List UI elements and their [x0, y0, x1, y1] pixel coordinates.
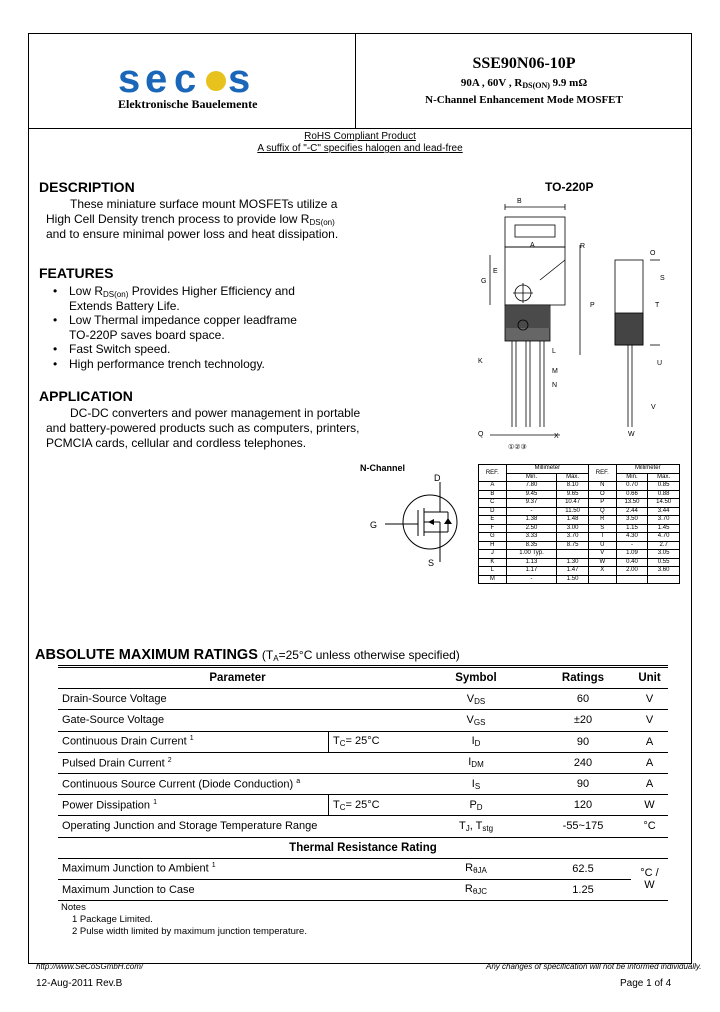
- notes-title: Notes: [61, 902, 86, 913]
- dim-cell: F: [479, 524, 507, 533]
- dim-subheader: Max.: [648, 473, 680, 482]
- dim-row: [479, 558, 680, 567]
- dim-cell: 0.85: [648, 482, 680, 491]
- dim-subheader: Min.: [506, 473, 557, 482]
- dim-cell: -: [616, 541, 648, 550]
- svg-text:s: s: [118, 62, 142, 96]
- svg-text:T: T: [655, 302, 660, 309]
- dim-cell: 0.55: [648, 558, 680, 567]
- dim-cell: 1.17: [506, 567, 557, 576]
- condition-cell: [329, 816, 418, 837]
- rating-cell: 90: [535, 731, 631, 752]
- dim-cell: A: [479, 482, 507, 491]
- dim-row: [479, 550, 680, 559]
- symbol-cell: $R_{\theta JA}$: [417, 858, 535, 879]
- condition-cell: [329, 710, 418, 731]
- rohs-line-2: A suffix of "-C" specifies halogen and lead-free: [257, 143, 463, 154]
- svg-text:O: O: [650, 250, 656, 257]
- svg-text:c: c: [174, 62, 198, 96]
- header-divider: [28, 128, 692, 129]
- dim-cell: 3.05: [648, 550, 680, 559]
- param-cell: Pulsed Drain Current $^2$: [58, 752, 329, 773]
- col-symbol-header: Symbol: [417, 668, 535, 689]
- dim-cell: 1.13: [506, 558, 557, 567]
- dim-cell: 1.00 Typ.: [506, 550, 557, 559]
- dim-ref-header: REF.: [588, 465, 616, 482]
- dim-cell-empty: [616, 575, 648, 584]
- dim-row: [479, 575, 680, 584]
- description-line-1: These miniature surface mount MOSFETs utilize a: [70, 197, 338, 211]
- dim-cell: 3.50: [616, 516, 648, 525]
- dim-cell: 4.30: [616, 533, 648, 542]
- dim-cell: 1.15: [616, 524, 648, 533]
- param-cell: Continuous Drain Current $^1$: [58, 731, 329, 752]
- thermal-heading: Thermal Resistance Rating: [58, 837, 668, 858]
- param-cell: Gate-Source Voltage: [58, 710, 329, 731]
- dim-subheader: Min.: [616, 473, 648, 482]
- rating-cell: -55~175: [535, 816, 631, 837]
- svg-text:K: K: [478, 358, 483, 365]
- col-ratings-header: Ratings: [535, 668, 631, 689]
- svg-text:A: A: [530, 242, 535, 249]
- thermal-heading-row: [58, 837, 668, 858]
- description-line-2: High Cell Density trench process to provide low $R_{DS(on)}$: [46, 212, 335, 227]
- dim-header-row: [479, 473, 680, 482]
- dim-row: [479, 524, 680, 533]
- dim-cell: 3.44: [648, 507, 680, 516]
- svg-text:s: s: [228, 62, 252, 96]
- dim-cell: G: [479, 533, 507, 542]
- part-number: SSE90N06-10P: [472, 55, 576, 72]
- dim-cell: 9.37: [506, 499, 557, 508]
- dim-cell: 3.60: [648, 567, 680, 576]
- rating-cell: 240: [535, 752, 631, 773]
- svg-text:E: E: [493, 268, 498, 275]
- dim-cell: 3.70: [648, 516, 680, 525]
- svg-text:S: S: [660, 275, 665, 282]
- dim-ref-header: REF.: [479, 465, 507, 482]
- feature-item: • Low Thermal impedance copper leadframe: [53, 313, 297, 327]
- dim-cell: P: [588, 499, 616, 508]
- amr-row: [58, 795, 668, 816]
- dim-cell: [557, 550, 589, 559]
- dim-row: [479, 567, 680, 576]
- mosfet-symbol-icon: [370, 472, 460, 572]
- secos-logo-icon: [118, 62, 268, 96]
- dim-cell: V: [588, 550, 616, 559]
- rating-cell: 62.5: [535, 858, 631, 879]
- svg-text:L: L: [552, 348, 556, 355]
- amr-top-rule: [58, 665, 668, 666]
- bottom-rule: [58, 901, 668, 903]
- svg-text:①②③: ①②③: [508, 444, 527, 451]
- dim-cell: 0.66: [616, 490, 648, 499]
- dim-cell: M: [479, 575, 507, 584]
- dim-mm-header: Millimeter: [506, 465, 588, 474]
- dim-cell: 2.00: [616, 567, 648, 576]
- dim-cell: L: [479, 567, 507, 576]
- amr-header-row: [58, 668, 668, 689]
- amr-row: [58, 710, 668, 731]
- dim-cell: 4.70: [648, 533, 680, 542]
- dim-mm-header: Millimeter: [616, 465, 679, 474]
- dim-row: [479, 482, 680, 491]
- dim-cell: 0.88: [648, 490, 680, 499]
- dim-cell: 2.44: [616, 507, 648, 516]
- symbol-cell: $R_{\theta JC}$: [417, 879, 535, 900]
- unit-cell: V: [631, 689, 668, 710]
- dim-cell: R: [588, 516, 616, 525]
- symbol-cell: $V_{DS}$: [417, 689, 535, 710]
- col-param-header: Parameter: [58, 668, 417, 689]
- dim-cell: 9.65: [557, 490, 589, 499]
- svg-text:P: P: [590, 302, 595, 309]
- condition-cell: [329, 689, 418, 710]
- symbol-cell: $I_S$: [417, 773, 535, 794]
- svg-text:U: U: [657, 360, 663, 367]
- amr-row: [58, 689, 668, 710]
- symbol-cell: $P_D$: [417, 795, 535, 816]
- dim-cell: O: [588, 490, 616, 499]
- dim-cell: 0.70: [616, 482, 648, 491]
- feature-item: • Low $R_{DS(on)}$ Provides Higher Efficiency and: [53, 284, 295, 299]
- dim-cell: 2.50: [506, 524, 557, 533]
- dim-cell: 1.48: [557, 516, 589, 525]
- param-cell: Drain-Source Voltage: [58, 689, 329, 710]
- dim-cell-empty: [588, 575, 616, 584]
- dim-cell: N: [588, 482, 616, 491]
- dim-row: [479, 541, 680, 550]
- svg-text:G: G: [370, 520, 378, 530]
- dim-cell: T: [588, 533, 616, 542]
- dim-cell: 14.50: [648, 499, 680, 508]
- svg-text:S: S: [428, 558, 435, 568]
- param-cell: Maximum Junction to Ambient $^1$: [58, 858, 417, 879]
- amr-bottom-rule: [58, 901, 668, 903]
- note-2: 2 Pulse width limited by maximum junction temperature.: [72, 926, 307, 937]
- dim-row: [479, 533, 680, 542]
- dim-cell-empty: [648, 575, 680, 584]
- footer-disclaimer: Any changes of specification will not be informed individually.: [486, 962, 702, 971]
- param-cell: Maximum Junction to Case: [58, 879, 417, 900]
- unit-cell: W: [631, 795, 668, 816]
- dim-row: [479, 507, 680, 516]
- footer-page: Page 1 of 4: [620, 978, 672, 989]
- feature-item-cont: Extends Battery Life.: [69, 299, 180, 313]
- svg-text:V: V: [651, 404, 656, 411]
- dim-cell: W: [588, 558, 616, 567]
- spec-line-2: N-Channel Enhancement Mode MOSFET: [425, 94, 623, 106]
- unit-cell: A: [631, 773, 668, 794]
- param-cell: Continuous Source Current (Diode Conduction) $^a$: [58, 773, 329, 794]
- dim-cell: 1.50: [557, 575, 589, 584]
- unit-cell: A: [631, 752, 668, 773]
- condition-cell: [329, 773, 418, 794]
- symbol-cell: $I_D$: [417, 731, 535, 752]
- company-logo: [118, 62, 268, 102]
- dim-cell: S: [588, 524, 616, 533]
- symbol-cell: $I_{DM}$: [417, 752, 535, 773]
- dim-cell: 3.70: [557, 533, 589, 542]
- application-line-2: and battery-powered products such as computers, printers,: [46, 421, 360, 435]
- symbol-cell: $T_J$, $T_{stg}$: [417, 816, 535, 837]
- amr-title-row: ABSOLUTE MAXIMUM RATINGS ($T_A=25^\circ C$ unless otherwise specified): [35, 647, 460, 663]
- footer-url[interactable]: http://www.SeCoSGmbH.com/: [36, 962, 144, 971]
- svg-text:M: M: [552, 368, 558, 375]
- dim-cell: C: [479, 499, 507, 508]
- amr-row: [58, 816, 668, 837]
- rating-cell: 90: [535, 773, 631, 794]
- svg-text:X: X: [554, 433, 559, 440]
- dim-cell: U: [588, 541, 616, 550]
- thermal-row: [58, 879, 668, 900]
- dim-cell: 8.35: [506, 541, 557, 550]
- dim-cell: 7.80: [506, 482, 557, 491]
- dim-header-row: [479, 465, 680, 474]
- amr-row: [58, 773, 668, 794]
- dim-cell: H: [479, 541, 507, 550]
- dim-row: [479, 516, 680, 525]
- dim-cell: 1.45: [648, 524, 680, 533]
- feature-item: • Fast Switch speed.: [53, 342, 171, 356]
- application-line-1: DC-DC converters and power management in portable: [70, 406, 361, 420]
- dim-cell: 3.00: [557, 524, 589, 533]
- logo-subtitle: Elektronische Bauelemente: [118, 97, 258, 111]
- rating-cell: 120: [535, 795, 631, 816]
- dim-cell: 2.7: [648, 541, 680, 550]
- note-1: 1 Package Limited.: [72, 914, 153, 925]
- col-unit-header: Unit: [631, 668, 668, 689]
- symbol-cell: $V_{GS}$: [417, 710, 535, 731]
- svg-text:G: G: [481, 278, 487, 285]
- description-heading: DESCRIPTION: [39, 179, 135, 195]
- dim-cell: 0.40: [616, 558, 648, 567]
- unit-cell: A: [631, 731, 668, 752]
- spec-line-1: 90A , 60V , $R_{DS(ON)}$ 9.9 mΩ: [460, 77, 588, 90]
- dim-cell: 11.50: [557, 507, 589, 516]
- condition-cell: [329, 752, 418, 773]
- svg-text:R: R: [580, 243, 586, 250]
- dim-cell: K: [479, 558, 507, 567]
- dim-cell: 13.50: [616, 499, 648, 508]
- application-line-3: PCMCIA cards, cellular and cordless telephones.: [46, 436, 307, 450]
- dim-cell: 1.47: [557, 567, 589, 576]
- dimension-table: [478, 464, 680, 584]
- param-cell: Operating Junction and Storage Temperature Range: [58, 816, 329, 837]
- dim-cell: E: [479, 516, 507, 525]
- description-line-3: and to ensure minimal power loss and heat dissipation.: [46, 227, 339, 241]
- rating-cell: ±20: [535, 710, 631, 731]
- dim-cell: 8.75: [557, 541, 589, 550]
- param-cell: Power Dissipation $^1$: [58, 795, 329, 816]
- unit-cell: °C: [631, 816, 668, 837]
- svg-text:e: e: [145, 62, 169, 96]
- condition-cell: $T_C= 25^\circ C$: [329, 795, 418, 816]
- amr-row: [58, 731, 668, 752]
- package-title: TO-220P: [545, 180, 594, 194]
- application-heading: APPLICATION: [39, 388, 133, 404]
- svg-text:N: N: [552, 382, 558, 389]
- condition-cell: $T_C= 25^\circ C$: [329, 731, 418, 752]
- svg-text:W: W: [628, 431, 635, 438]
- dim-cell: D: [479, 507, 507, 516]
- dim-cell: 3.33: [506, 533, 557, 542]
- dim-cell: -: [506, 575, 557, 584]
- dim-cell: 8.10: [557, 482, 589, 491]
- dim-cell: Q: [588, 507, 616, 516]
- dim-cell: X: [588, 567, 616, 576]
- rating-cell: 1.25: [535, 879, 631, 900]
- dim-cell: 1.09: [616, 550, 648, 559]
- dim-cell: B: [479, 490, 507, 499]
- amr-row: [58, 752, 668, 773]
- feature-item: • High performance trench technology.: [53, 357, 265, 371]
- nchannel-label: N-Channel: [360, 463, 405, 473]
- thermal-row: [58, 858, 668, 879]
- svg-text:B: B: [517, 198, 522, 205]
- dim-row: [479, 499, 680, 508]
- features-heading: FEATURES: [39, 265, 114, 281]
- dim-cell: 1.30: [557, 558, 589, 567]
- dim-cell: 9.45: [506, 490, 557, 499]
- footer-date: 12-Aug-2011 Rev.B: [36, 978, 123, 989]
- rating-cell: 60: [535, 689, 631, 710]
- svg-text:Q: Q: [478, 431, 484, 438]
- dim-row: [479, 490, 680, 499]
- svg-text:D: D: [434, 473, 441, 483]
- dim-cell: J: [479, 550, 507, 559]
- rohs-line-1: RoHS Compliant Product: [304, 131, 416, 142]
- dim-cell: 10.47: [557, 499, 589, 508]
- feature-item-cont: TO-220P saves board space.: [69, 328, 225, 342]
- absolute-ratings-table: [58, 667, 668, 902]
- unit-cell: V: [631, 710, 668, 731]
- dim-cell: -: [506, 507, 557, 516]
- thermal-unit-cell: °C / W: [631, 858, 668, 900]
- package-outline-drawing: [450, 195, 680, 455]
- dim-cell: 1.38: [506, 516, 557, 525]
- dim-subheader: Max.: [557, 473, 589, 482]
